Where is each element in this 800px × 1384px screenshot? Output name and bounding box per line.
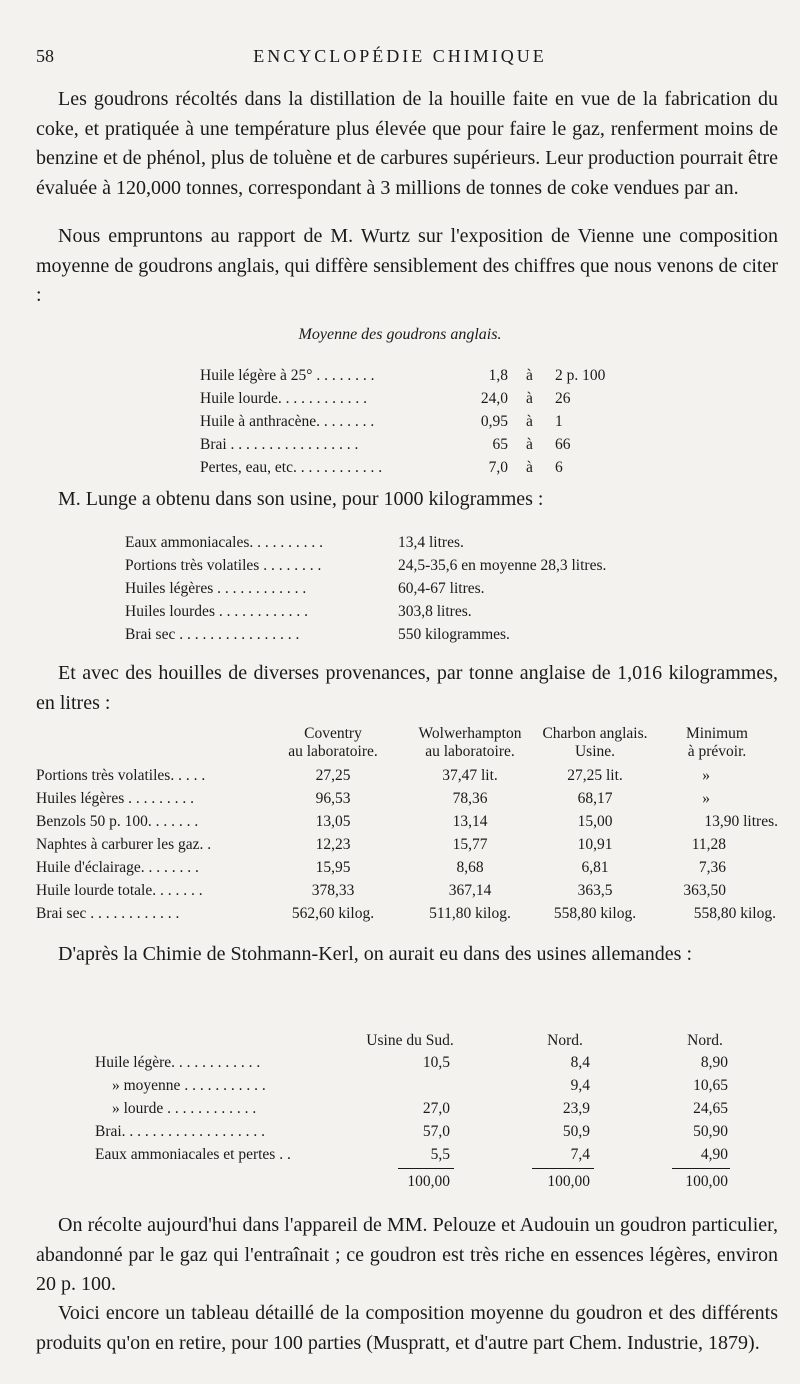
page-number: 58	[36, 46, 54, 66]
row-label: » lourde . . . . . . . . . . . .	[112, 1100, 257, 1117]
row-value-max: 6	[555, 459, 563, 476]
column-header-sub: au laboratoire.	[425, 743, 515, 760]
row-value-min: 0,95	[480, 413, 508, 430]
cell-coventry: 15,95	[315, 859, 351, 876]
cell-nord-2: 24,65	[693, 1100, 728, 1117]
column-header: Nord.	[687, 1032, 723, 1049]
cell-minimum: 558,80 kilog.	[693, 905, 776, 922]
row-label: Portions très volatiles. . . . .	[36, 767, 206, 784]
cell-usine-sud: 27,0	[422, 1100, 450, 1117]
row-sep: à	[526, 459, 533, 476]
row-label: Benzols 50 p. 100. . . . . . .	[36, 813, 199, 830]
row-label: Huile d'éclairage. . . . . . . .	[36, 859, 199, 876]
row-label: Huile légère. . . . . . . . . . . .	[95, 1054, 261, 1071]
row-value-max: 26	[555, 390, 571, 407]
cell-nord-1: 7,4	[570, 1146, 590, 1163]
cell-usine-sud: 57,0	[422, 1123, 450, 1140]
row-label: Pertes, eau, etc. . . . . . . . . . . .	[200, 459, 383, 476]
row-value-min: 7,0	[488, 459, 508, 476]
page-header	[36, 46, 764, 70]
cell-minimum: 363,50	[683, 882, 726, 899]
cell-nord-1: 9,4	[570, 1077, 590, 1094]
row-value-min: 24,0	[480, 390, 508, 407]
cell-nord-2: 10,65	[693, 1077, 728, 1094]
row-value-min: 65	[492, 436, 508, 453]
column-header: Charbon anglais.	[542, 725, 648, 742]
row-label: Naphtes à carburer les gaz. .	[36, 836, 212, 853]
row-label: Huiles lourdes . . . . . . . . . . . .	[125, 603, 308, 620]
cell-coventry: 562,60 kilog.	[291, 905, 375, 922]
cell-charbon: 27,25 lit.	[567, 767, 623, 784]
cell-coventry: 12,23	[315, 836, 351, 853]
cell-minimum: 13,90 litres.	[704, 813, 778, 830]
cell-charbon: 10,91	[577, 836, 613, 853]
row-value: 60,4-67 litres.	[398, 580, 485, 597]
paragraph-goudrons-coke: Les goudrons récoltés dans la distillation de la houille faite en vue de la fabrication du coke, et pratiquée à une température plus élevée que pour faire le gaz, renferment moins de benzine et de phénol, plus de toluène et de carbures supérieurs. Leur production pourrait être évaluée à 120,000 tonnes, correspondant à 3 millions de tonnes de coke vendues par an.	[36, 88, 778, 199]
cell-wolwerhampton: 13,14	[452, 813, 488, 830]
cell-coventry: 378,33	[311, 882, 355, 899]
cell-nord-1: 23,9	[562, 1100, 590, 1117]
row-label: Eaux ammoniacales et pertes . .	[95, 1146, 291, 1163]
row-label: Brai sec . . . . . . . . . . . .	[36, 905, 180, 922]
row-label: Brai. . . . . . . . . . . . . . . . . . .	[95, 1123, 266, 1140]
column-header: Usine du Sud.	[366, 1032, 454, 1049]
row-value: 303,8 litres.	[398, 603, 472, 620]
row-label: Huile lourde. . . . . . . . . . . .	[200, 390, 368, 407]
column-header: Nord.	[547, 1032, 583, 1049]
running-title: ENCYCLOPÉDIE CHIMIQUE	[253, 46, 547, 66]
cell-minimum: »	[702, 790, 710, 807]
total-usine-sud: 100,00	[407, 1173, 450, 1190]
sum-rule	[532, 1168, 594, 1169]
row-sep: à	[526, 413, 533, 430]
total-nord-2: 100,00	[685, 1173, 728, 1190]
row-sep: à	[526, 367, 533, 384]
row-sep: à	[526, 436, 533, 453]
row-label: Huiles légères . . . . . . . . . . . .	[125, 580, 307, 597]
cell-wolwerhampton: 511,80 kilog.	[429, 905, 511, 922]
sum-rule	[398, 1168, 454, 1169]
cell-charbon: 68,17	[577, 790, 613, 807]
cell-minimum: 7,36	[698, 859, 726, 876]
row-label: Portions très volatiles . . . . . . . .	[125, 557, 322, 574]
cell-nord-1: 50,9	[562, 1123, 590, 1140]
cell-charbon: 558,80 kilog.	[553, 905, 637, 922]
cell-nord-1: 8,4	[570, 1054, 590, 1071]
cell-coventry: 27,25	[315, 767, 351, 784]
cell-minimum: »	[702, 767, 710, 784]
column-header-sub: au laboratoire.	[288, 743, 378, 760]
cell-wolwerhampton: 15,77	[452, 836, 488, 853]
row-label: Huile légère à 25° . . . . . . . .	[200, 367, 375, 384]
column-header-sub: Usine.	[574, 743, 616, 760]
row-label: Brai . . . . . . . . . . . . . . . . .	[200, 436, 359, 453]
column-header: Coventry	[304, 725, 362, 742]
row-label: Brai sec . . . . . . . . . . . . . . . .	[125, 626, 300, 643]
row-value: 550 kilogrammes.	[398, 626, 510, 643]
table1-caption: Moyenne des goudrons anglais.	[298, 326, 502, 343]
cell-coventry: 96,53	[315, 790, 351, 807]
paragraph-stohmann: D'après la Chimie de Stohmann-Kerl, on aurait eu dans des usines allemandes :	[58, 943, 692, 965]
row-label: » moyenne . . . . . . . . . . .	[112, 1077, 266, 1094]
row-label: Huile lourde totale. . . . . . .	[36, 882, 203, 899]
cell-nord-2: 4,90	[700, 1146, 728, 1163]
column-header: Wolwerhampton	[418, 725, 522, 742]
row-label: Huiles légères . . . . . . . . .	[36, 790, 194, 807]
paragraph-wurtz: Nous empruntons au rapport de M. Wurtz sur l'exposition de Vienne une composition moyenne de goudrons anglais, qui diffère sensiblement des chiffres que nous venons de citer :	[36, 225, 778, 306]
cell-usine-sud: 10,5	[422, 1054, 450, 1071]
row-value-max: 2 p. 100	[555, 367, 606, 384]
row-value: 24,5-35,6 en moyenne 28,3 litres.	[398, 557, 607, 574]
cell-wolwerhampton: 8,68	[456, 859, 484, 876]
row-value-max: 66	[555, 436, 571, 453]
row-sep: à	[526, 390, 533, 407]
cell-wolwerhampton: 78,36	[452, 790, 488, 807]
total-nord-1: 100,00	[547, 1173, 590, 1190]
paragraph-muspratt: Voici encore un tableau détaillé de la composition moyenne du goudron et des différents produits qu'on en retire, pour 100 parties (Muspratt, et d'autre part Chem. Industrie, 1879).	[36, 1302, 778, 1354]
row-value-max: 1	[555, 413, 563, 430]
row-label: Huile à anthracène. . . . . . . .	[200, 413, 375, 430]
sum-rule	[672, 1168, 730, 1169]
column-header-sub: à prévoir.	[687, 743, 747, 760]
cell-coventry: 13,05	[315, 813, 351, 830]
row-value: 13,4 litres.	[398, 534, 464, 551]
cell-charbon: 6,81	[581, 859, 609, 876]
cell-usine-sud: 5,5	[430, 1146, 450, 1163]
row-value-min: 1,8	[488, 367, 508, 384]
cell-nord-2: 8,90	[700, 1054, 728, 1071]
column-header: Minimum	[685, 725, 748, 742]
cell-minimum: 11,28	[691, 836, 726, 853]
paragraph-pelouze-audouin: On récolte aujourd'hui dans l'appareil de MM. Pelouze et Audouin un goudron particulier, abandonné par le gaz qui l'entraînait ; ce goudron est très riche en essences légères, environ 20 p. 100.	[36, 1214, 778, 1295]
cell-wolwerhampton: 367,14	[448, 882, 492, 899]
cell-wolwerhampton: 37,47 lit.	[442, 767, 498, 784]
cell-nord-2: 50,90	[693, 1123, 728, 1140]
paragraph-lunge: M. Lunge a obtenu dans son usine, pour 1000 kilogrammes :	[58, 488, 544, 510]
cell-charbon: 363,5	[577, 882, 613, 899]
row-label: Eaux ammoniacales. . . . . . . . . .	[125, 534, 324, 551]
cell-charbon: 15,00	[577, 813, 613, 830]
paragraph-houilles: Et avec des houilles de diverses provenances, par tonne anglaise de 1,016 kilogrammes, en litres :	[36, 662, 778, 714]
